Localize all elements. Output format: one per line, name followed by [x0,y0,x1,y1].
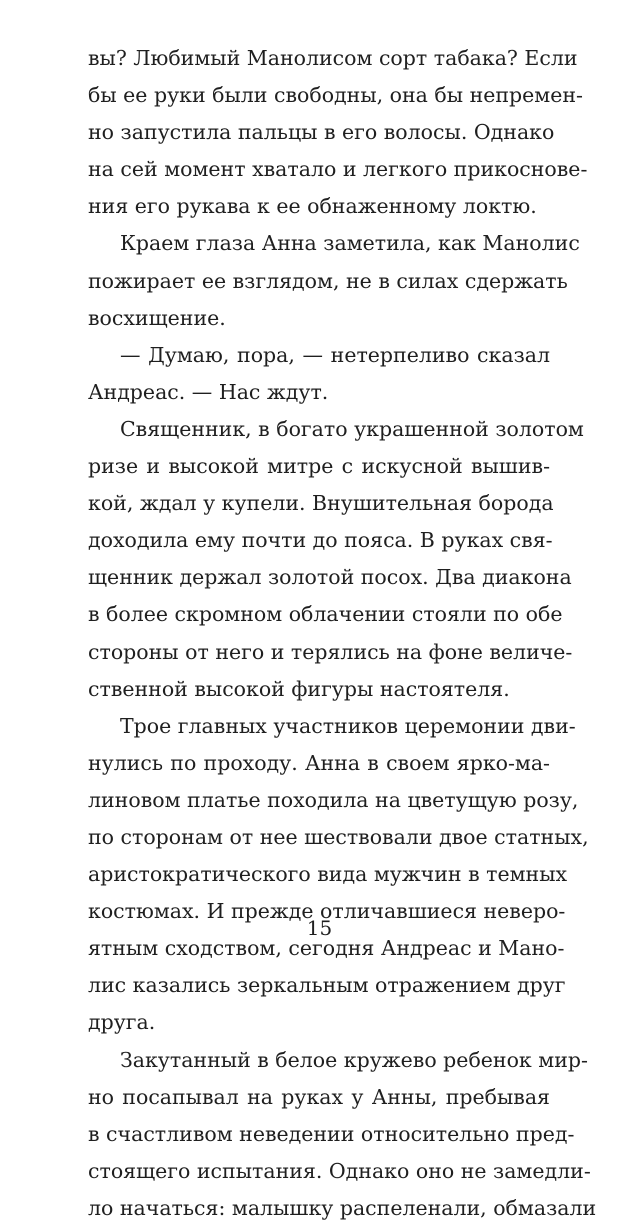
page-number: 15 [306,916,333,940]
text-line: Андреас. — Нас ждут. [88,379,329,404]
text-line: линовом платье походила на цветущую розу, [88,787,579,812]
text-line: ризе и высокой митре с искусной вышив- [88,454,550,479]
text-line: костюмах. И прежде отличавшиеся неверо- [88,899,566,924]
text-line: лис казались зеркальным отражением друг [88,973,566,998]
text-line: пожирает ее взглядом, не в силах сдержать [88,268,568,293]
text-line: аристократического вида мужчин в темных [88,862,568,887]
text-line: кой, ждал у купели. Внушительная борода [88,491,554,516]
text-line: ния его рукава к ее обнаженному локтю. [88,194,537,219]
text-line: восхищение. [88,305,226,330]
body-text [88,40,597,1227]
paragraph-start-line: Трое главных участников церемонии дви- [120,713,576,738]
text-line: ственной высокой фигуры настоятеля. [88,676,510,701]
text-line: нулись по проходу. Анна в своем ярко-ма- [88,750,550,775]
text-line: стороны от него и терялись на фоне величе- [88,639,573,664]
text-line: щенник держал золотой посох. Два диакона [88,565,572,590]
text-line: друга. [88,1010,156,1035]
text-line: бы ее руки были свободны, она бы непремен- [88,83,583,108]
text-line: в счастливом неведении относительно пред- [88,1121,575,1146]
text-line: стоящего испытания. Однако оно не замедли- [88,1158,591,1183]
text-line: ло начаться: малышку распеленали, обмазали [88,1195,597,1220]
text-line: ятным сходством, сегодня Андреас и Мано- [88,936,565,961]
text-line: но запустила пальцы в его волосы. Однако [88,120,555,145]
paragraph-start-line: Священник, в богато украшенной золотом [120,416,584,441]
paragraph-start-line: — Думаю, пора, — нетерпеливо сказал [120,342,550,367]
text-line: вы? Любимый Манолисом сорт табака? Если [88,46,578,70]
text-line: на сей момент хватало и легкого прикоснове- [88,157,588,182]
text-line: в более скромном облачении стояли по обе [88,602,563,627]
paragraph-start-line: Закутанный в белое кружево ребенок мир- [120,1047,588,1072]
text-line: но посапывал на руках у Анны, пребывая [88,1084,550,1109]
text-line: доходила ему почти до пояса. В руках свя- [88,528,553,553]
text-line: по сторонам от нее шествовали двое статных, [88,824,589,849]
paragraph-start-line: Краем глаза Анна заметила, как Манолис [120,231,580,256]
